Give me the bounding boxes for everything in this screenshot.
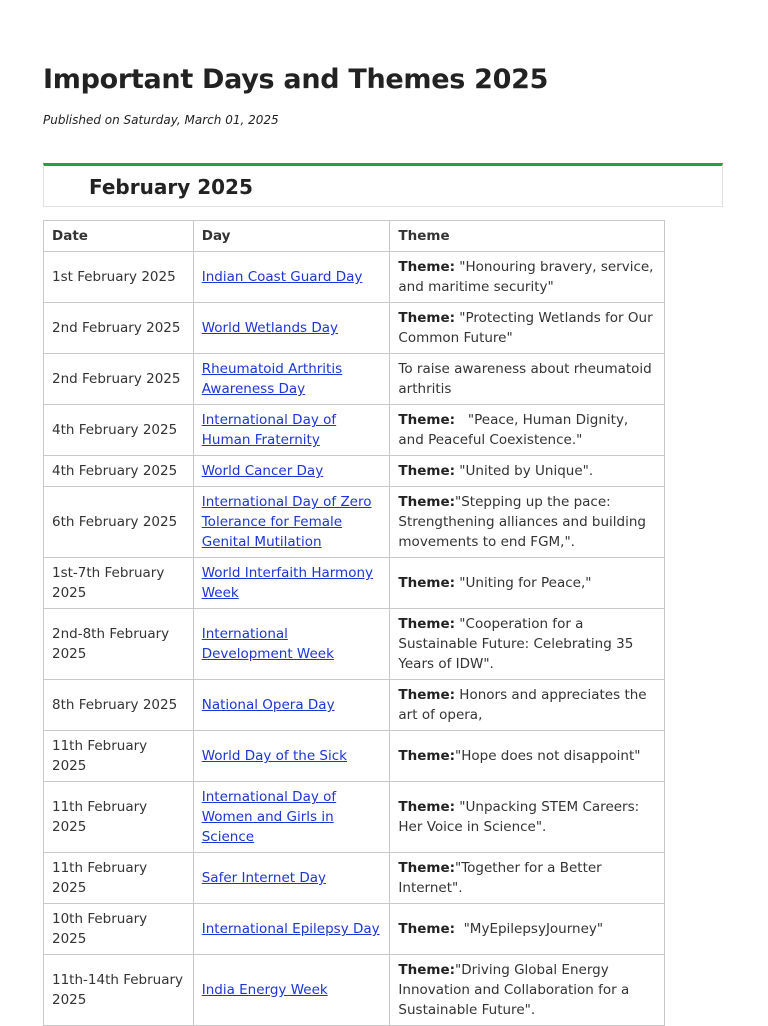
- day-cell: [193, 303, 390, 354]
- table-row: [44, 303, 665, 354]
- header-date: Date: [44, 221, 194, 252]
- table-row: [44, 680, 665, 731]
- day-cell: [193, 252, 390, 303]
- day-link[interactable]: International Day of Zero Tolerance for Female Genital Mutilation: [201, 494, 372, 550]
- theme-label: Theme:: [398, 921, 456, 937]
- theme-cell: [390, 853, 665, 904]
- theme-label: Theme:: [398, 799, 456, 815]
- day-link[interactable]: Safer Internet Day: [201, 870, 327, 886]
- day-cell: [193, 456, 390, 487]
- theme-label: Theme:: [398, 259, 456, 275]
- theme-text: "United by Unique".: [455, 463, 594, 479]
- day-link[interactable]: World Interfaith Harmony Week: [201, 565, 374, 601]
- date-cell: 11th February 2025: [44, 782, 194, 853]
- date-cell: 2nd February 2025: [44, 303, 194, 354]
- date-cell: 10th February 2025: [44, 904, 194, 955]
- theme-cell: [390, 252, 665, 303]
- theme-cell: [390, 456, 665, 487]
- theme-text: "Driving Global Energy Innovation and Collaboration for a Sustainable Future".: [398, 962, 634, 1018]
- table-row: [44, 487, 665, 558]
- table-header-row: [44, 221, 665, 252]
- theme-cell: [390, 558, 665, 609]
- theme-text: "Stepping up the pace: Strengthening alliances and building movements to end FGM,".: [398, 494, 651, 550]
- section-title: February 2025: [89, 175, 253, 199]
- theme-text: Honors and appreciates the art of opera,: [398, 687, 651, 723]
- day-link[interactable]: Indian Coast Guard Day: [201, 269, 363, 285]
- theme-text: To raise awareness about rheumatoid arthritis: [398, 361, 657, 397]
- date-cell: 4th February 2025: [44, 405, 194, 456]
- table-row: [44, 354, 665, 405]
- day-cell: [193, 955, 390, 1026]
- theme-label: Theme:: [398, 494, 456, 510]
- theme-label: Theme:: [398, 575, 456, 591]
- date-cell: 2nd-8th February 2025: [44, 609, 194, 680]
- day-link[interactable]: National Opera Day: [201, 697, 335, 713]
- page-title: Important Days and Themes 2025: [43, 64, 549, 95]
- day-cell: [193, 354, 390, 405]
- day-link[interactable]: World Cancer Day: [201, 463, 324, 479]
- theme-text: "Honouring bravery, service, and maritime security": [398, 259, 658, 295]
- theme-label: Theme:: [398, 616, 456, 632]
- day-cell: [193, 487, 390, 558]
- day-link[interactable]: Rheumatoid Arthritis Awareness Day: [201, 361, 343, 397]
- day-link[interactable]: World Day of the Sick: [201, 748, 347, 764]
- table-row: [44, 609, 665, 680]
- day-cell: [193, 609, 390, 680]
- theme-text: "MyEpilepsyJourney": [455, 921, 604, 937]
- theme-label: Theme:: [398, 310, 456, 326]
- theme-label: Theme:: [398, 687, 456, 703]
- theme-cell: [390, 955, 665, 1026]
- theme-text: "Cooperation for a Sustainable Future: Celebrating 35 Years of IDW".: [398, 616, 638, 672]
- date-cell: 11th February 2025: [44, 731, 194, 782]
- theme-text: "Together for a Better Internet".: [398, 860, 607, 896]
- table-row: [44, 853, 665, 904]
- day-link[interactable]: International Day of Women and Girls in Science: [201, 789, 337, 845]
- date-cell: 2nd February 2025: [44, 354, 194, 405]
- theme-text: "Unpacking STEM Careers: Her Voice in Science".: [398, 799, 644, 835]
- day-cell: [193, 731, 390, 782]
- date-cell: 1st-7th February 2025: [44, 558, 194, 609]
- day-link[interactable]: International Day of Human Fraternity: [201, 412, 337, 448]
- date-cell: 11th-14th February 2025: [44, 955, 194, 1026]
- theme-label: Theme:: [398, 962, 456, 978]
- section-header: [43, 163, 723, 207]
- theme-cell: [390, 487, 665, 558]
- date-cell: 8th February 2025: [44, 680, 194, 731]
- day-cell: [193, 782, 390, 853]
- theme-label: Theme:: [398, 748, 456, 764]
- theme-cell: [390, 782, 665, 853]
- theme-text: "Hope does not disappoint": [455, 748, 641, 764]
- day-cell: [193, 405, 390, 456]
- day-cell: [193, 558, 390, 609]
- header-day: Day: [193, 221, 390, 252]
- date-cell: 11th February 2025: [44, 853, 194, 904]
- day-cell: [193, 904, 390, 955]
- day-cell: [193, 680, 390, 731]
- published-date: Published on Saturday, March 01, 2025: [43, 113, 279, 127]
- theme-text: "Uniting for Peace,": [455, 575, 592, 591]
- header-theme: Theme: [390, 221, 665, 252]
- date-cell: 1st February 2025: [44, 252, 194, 303]
- table-row: [44, 252, 665, 303]
- theme-label: Theme:: [398, 463, 456, 479]
- theme-label: Theme:: [398, 412, 456, 428]
- table-row: [44, 731, 665, 782]
- table-row: [44, 904, 665, 955]
- table-row: [44, 405, 665, 456]
- day-link[interactable]: India Energy Week: [201, 982, 328, 998]
- theme-cell: [390, 354, 665, 405]
- theme-text: "Peace, Human Dignity, and Peaceful Coexistence.": [398, 412, 633, 448]
- table-row: [44, 955, 665, 1026]
- day-link[interactable]: World Wetlands Day: [201, 320, 338, 336]
- day-link[interactable]: International Development Week: [201, 626, 334, 662]
- theme-cell: [390, 405, 665, 456]
- theme-cell: [390, 904, 665, 955]
- theme-cell: [390, 303, 665, 354]
- theme-label: Theme:: [398, 860, 456, 876]
- theme-cell: [390, 680, 665, 731]
- day-link[interactable]: International Epilepsy Day: [201, 921, 380, 937]
- date-cell: 6th February 2025: [44, 487, 194, 558]
- table-row: [44, 782, 665, 853]
- theme-cell: [390, 609, 665, 680]
- table-row: [44, 558, 665, 609]
- date-cell: 4th February 2025: [44, 456, 194, 487]
- important-days-table: [43, 220, 665, 1026]
- day-cell: [193, 853, 390, 904]
- article: [43, 60, 725, 1018]
- theme-text: "Protecting Wetlands for Our Common Future": [398, 310, 657, 346]
- table-row: [44, 456, 665, 487]
- theme-cell: [390, 731, 665, 782]
